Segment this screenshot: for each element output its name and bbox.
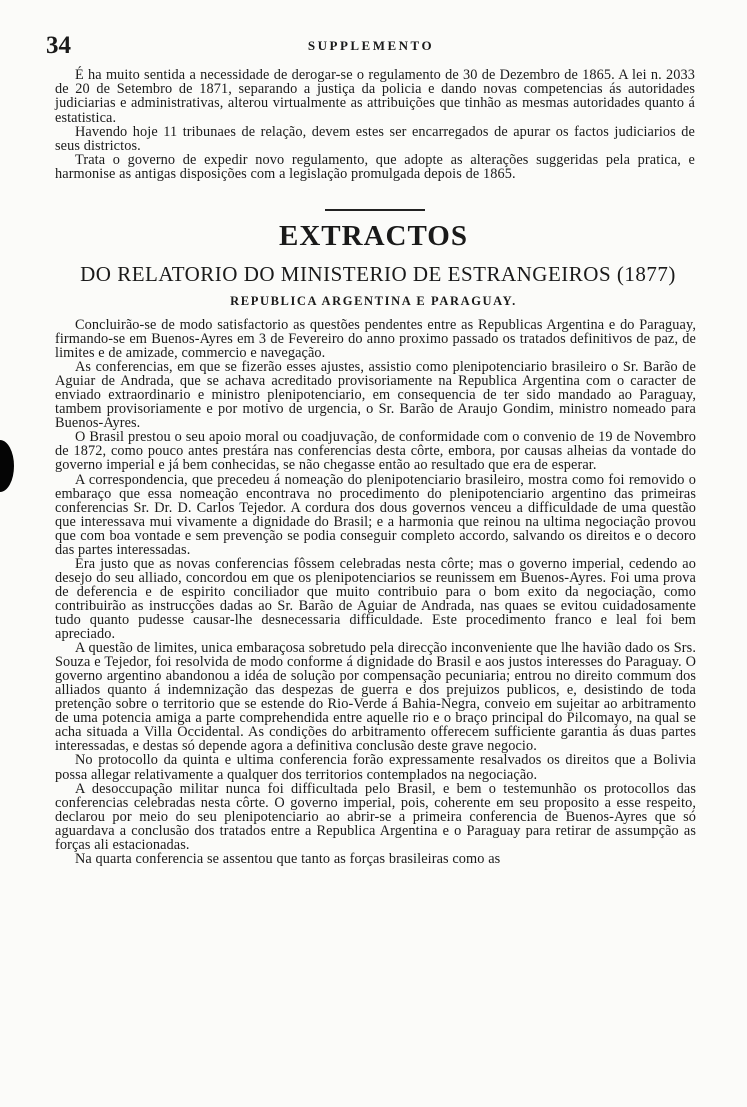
intro-text xyxy=(55,68,695,182)
article-body xyxy=(55,318,696,866)
intro-paragraph: Havendo hoje 11 tribunaes de relação, devem estes ser encarregados de apurar os factos judiciarios de seus districtos. xyxy=(55,123,695,155)
intro-paragraph: É ha muito sentida a necessidade de derogar-se o regulamento de 30 de Dezembro de 1865. A lei n. 2033 de 20 de Setembro de 1871, separando a justiça da policia e dando novas competencias ás autoridades judiciarias e administrativas, alterou virtualmente as attribuições que tinhão as mesmas autoridades quanto á estatistica. xyxy=(55,67,695,126)
page-header xyxy=(46,32,696,60)
body-paragraph: O Brasil prestou o seu apoio moral ou coadjuvação, de conformidade com o convenio de 19 de Novembro de 1872, como pouco antes prestára nas conferencias desta côrte, embora, por causas alheias da vontade do governo imperial e já bem conhecidas, se não chegasse então ao resultado que era de esperar. xyxy=(55,429,696,474)
divider-rule xyxy=(325,209,425,211)
article-title: EXTRACTOS xyxy=(279,220,468,252)
body-paragraph: As conferencias, em que se fizerão esses ajustes, assistio como plenipotenciario brasileiro o Sr. Barão de Aguiar de Andrada, que se achava acreditado provisoriamente na Republica Argentina com o caracter de enviado extraordinario e ministro plenipotenciario, em consequencia de ter sido mandado ao Paraguay, tambem provisoriamente e por motivo de urgencia, o Sr. Barão de Araujo Gondim, ministro nomeado para Buenos-Ayres. xyxy=(55,359,696,432)
running-head: SUPPLEMENTO xyxy=(307,38,435,53)
punch-hole xyxy=(0,440,14,492)
intro-paragraph: Trata o governo de expedir novo regulamento, que adopte as alterações suggeridas pela pratica, e harmonise as antigas disposições com a legislação promulgada depois de 1865. xyxy=(55,152,695,183)
body-paragraph: Concluirão-se de modo satisfactorio as questões pendentes entre as Republicas Argentina e do Paraguay, firmando-se em Buenos-Ayres em 3 de Fevereiro do anno proximo passado os tratados definitivos de paz, de limites e de amizade, commercio e navegação. xyxy=(55,317,696,362)
body-paragraph: A questão de limites, unica embaraçosa sobretudo pela direcção inconveniente que lhe havião dado os Srs. Souza e Tejedor, foi resolvida de modo conforme á dignidade do Brasil e aos justos interesses do Paraguay. O governo argentino abandonou a idéa de solução por compensação pecuniaria; entrou no direito commum dos alliados quanto á indemnização das despezas de guerra e dos prejuizos publicos, e, desistindo de toda pretenção sobre o territorio que se estende do Rio-Verde á Bahia-Negra, conveio em sujeitar ao arbitramento de uma potencia amiga a parte comprehendida entre aquelle rio e o braço principal do Pilcomayo, na qual se acha situada a Villa Occidental. As condições do arbitramento offerecem sufficiente garantia ás duas partes interessadas, e destas só depende agora a definitiva conclusão deste grave negocio. xyxy=(55,640,696,755)
body-paragraph: Na quarta conferencia se assentou que tanto as forças brasileiras como as xyxy=(75,850,501,867)
body-paragraph: A desoccupação militar nunca foi difficultada pelo Brasil, e bem o testemunhão os protocollos das conferencias celebradas nesta côrte. O governo imperial, pois, coherente em seu proposito a esse respeito, declarou por meio do seu plenipotenciario ao abrir-se a primeira conferencia de Buenos-Ayres que só aguardava a conclusão dos tratados entre a Republica Argentina e o Paraguay para retirar de assumpção as forças ali estacionadas. xyxy=(55,780,696,853)
body-paragraph: A correspondencia, que precedeu á nomeação do plenipotenciario brasileiro, mostra como foi removido o embaraço que essa nomeação encontrava no procedimento do plenipotenciario argentino das primeiras conferencias Sr. Dr. D. Carlos Tejedor. A cordura dos dous governos venceu a difficuldade de uma questão que interessava mui vivamente a dignidade do Brasil; e a harmonia que reinou na ultima negociação provou que com boa vontade e sem prevenção se podia conseguir completo accordo, salvando os direitos e o decoro das partes interessadas. xyxy=(55,471,696,558)
body-paragraph: Era justo que as novas conferencias fôssem celebradas nesta côrte; mas o governo imperial, cedendo ao desejo do seu alliado, concordou em que os plenipotenciarios se reunissem em Buenos-Ayres. Foi uma prova de deferencia e de espirito conciliador que muito contribuio para o bom exito da negociação, como contribuirão as instrucções dadas ao Sr. Barão de Aguiar de Andrada, nas quaes se evitou cuidadosamente tudo quanto pudesse causar-lhe desnecessaria difficuldade. Este procedimento franco e leal foi bem apreciado. xyxy=(55,555,696,643)
body-paragraph: No protocollo da quinta e ultima conferencia forão expressamente resalvados os direitos que a Bolivia possa allegar relativamente a qualquer dos territorios contemplados na negociação. xyxy=(55,752,696,783)
page-number: 34 xyxy=(46,32,71,59)
article-subtitle: DO RELATORIO DO MINISTERIO DE ESTRANGEIROS (1877) xyxy=(80,262,676,286)
section-heading: REPUBLICA ARGENTINA E PARAGUAY. xyxy=(230,294,517,308)
